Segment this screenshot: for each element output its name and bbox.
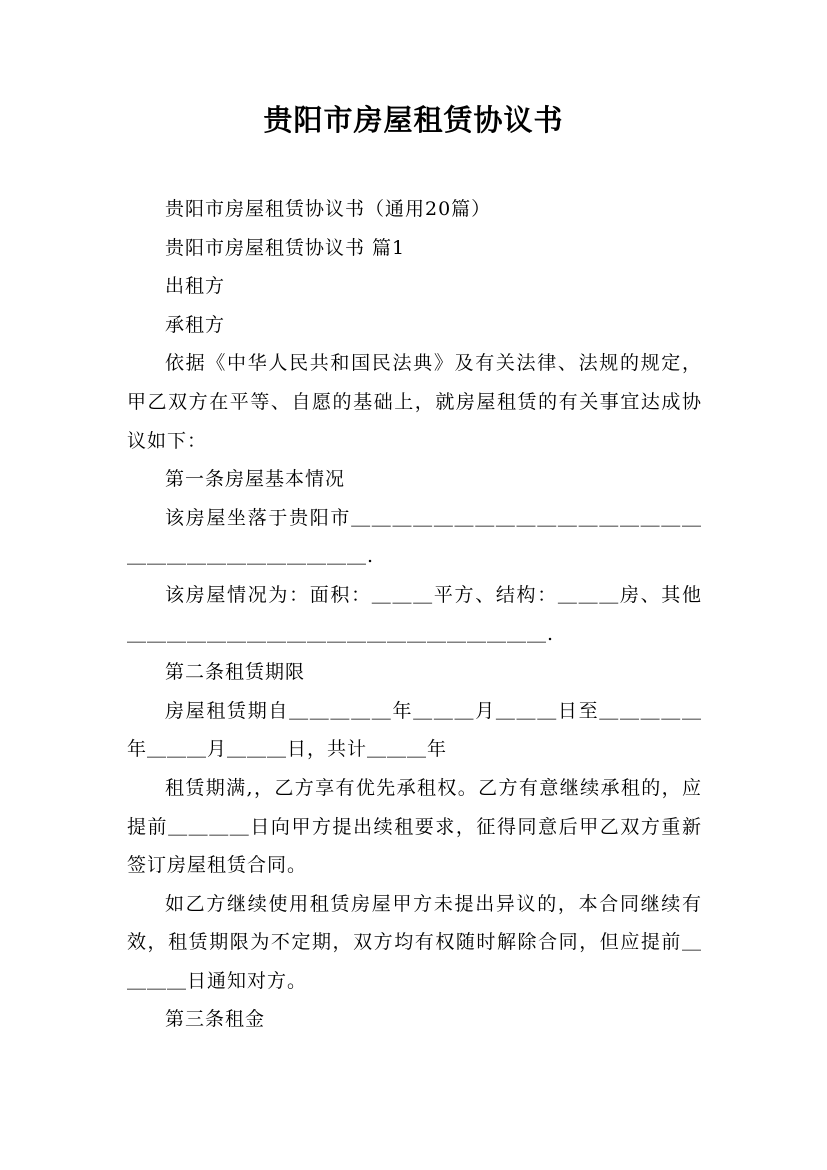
paragraph-article-heading: 贵阳市房屋租赁协议书 篇1 [165,236,406,259]
document-title: 贵阳市房屋租赁协议书 [263,103,564,137]
paragraph-clause-3-heading: 第三条租金 [165,1008,266,1031]
document-body [127,190,702,1039]
paragraph-location: 该房屋坐落于贵阳市＿＿＿＿＿＿＿＿＿＿＿＿＿＿＿＿＿＿＿＿＿＿＿＿＿＿＿＿＿. [127,506,702,568]
paragraph-preamble: 依据《中华人民共和国民法典》及有关法律、法规的规定，甲乙双方在平等、自愿的基础上，就房屋租赁的有关事宜达成协议如下： [127,352,702,452]
paragraph-renewal: 租赁期满,，乙方享有优先承租权。乙方有意继续承租的，应提前＿＿＿＿日向甲方提出续租要求，征得同意后甲乙双方重新签订房屋租赁合同。 [127,776,702,877]
paragraph-continuation: 如乙方继续使用租赁房屋甲方未提出异议的，本合同继续有效，租赁期限为不定期，双方均有权随时解除合同，但应提前＿＿＿＿日通知对方。 [127,892,702,992]
paragraph-clause-1-heading: 第一条房屋基本情况 [165,468,346,491]
paragraph-subtitle: 贵阳市房屋租赁协议书（通用20篇） [165,198,492,220]
paragraph-clause-2-heading: 第二条租赁期限 [165,661,306,684]
paragraph-lease-period: 房屋租赁期自＿＿＿＿＿年＿＿＿月＿＿＿日至＿＿＿＿＿年＿＿＿月＿＿＿日，共计＿＿＿年 [127,699,702,761]
paragraph-house-details: 该房屋情况为：面积：＿＿＿平方、结构：＿＿＿房、其他＿＿＿＿＿＿＿＿＿＿＿＿＿＿＿＿＿＿＿＿＿. [127,583,702,645]
paragraph-lessee: 承租方 [165,313,226,336]
paragraph-lessor: 出租方 [165,275,226,298]
